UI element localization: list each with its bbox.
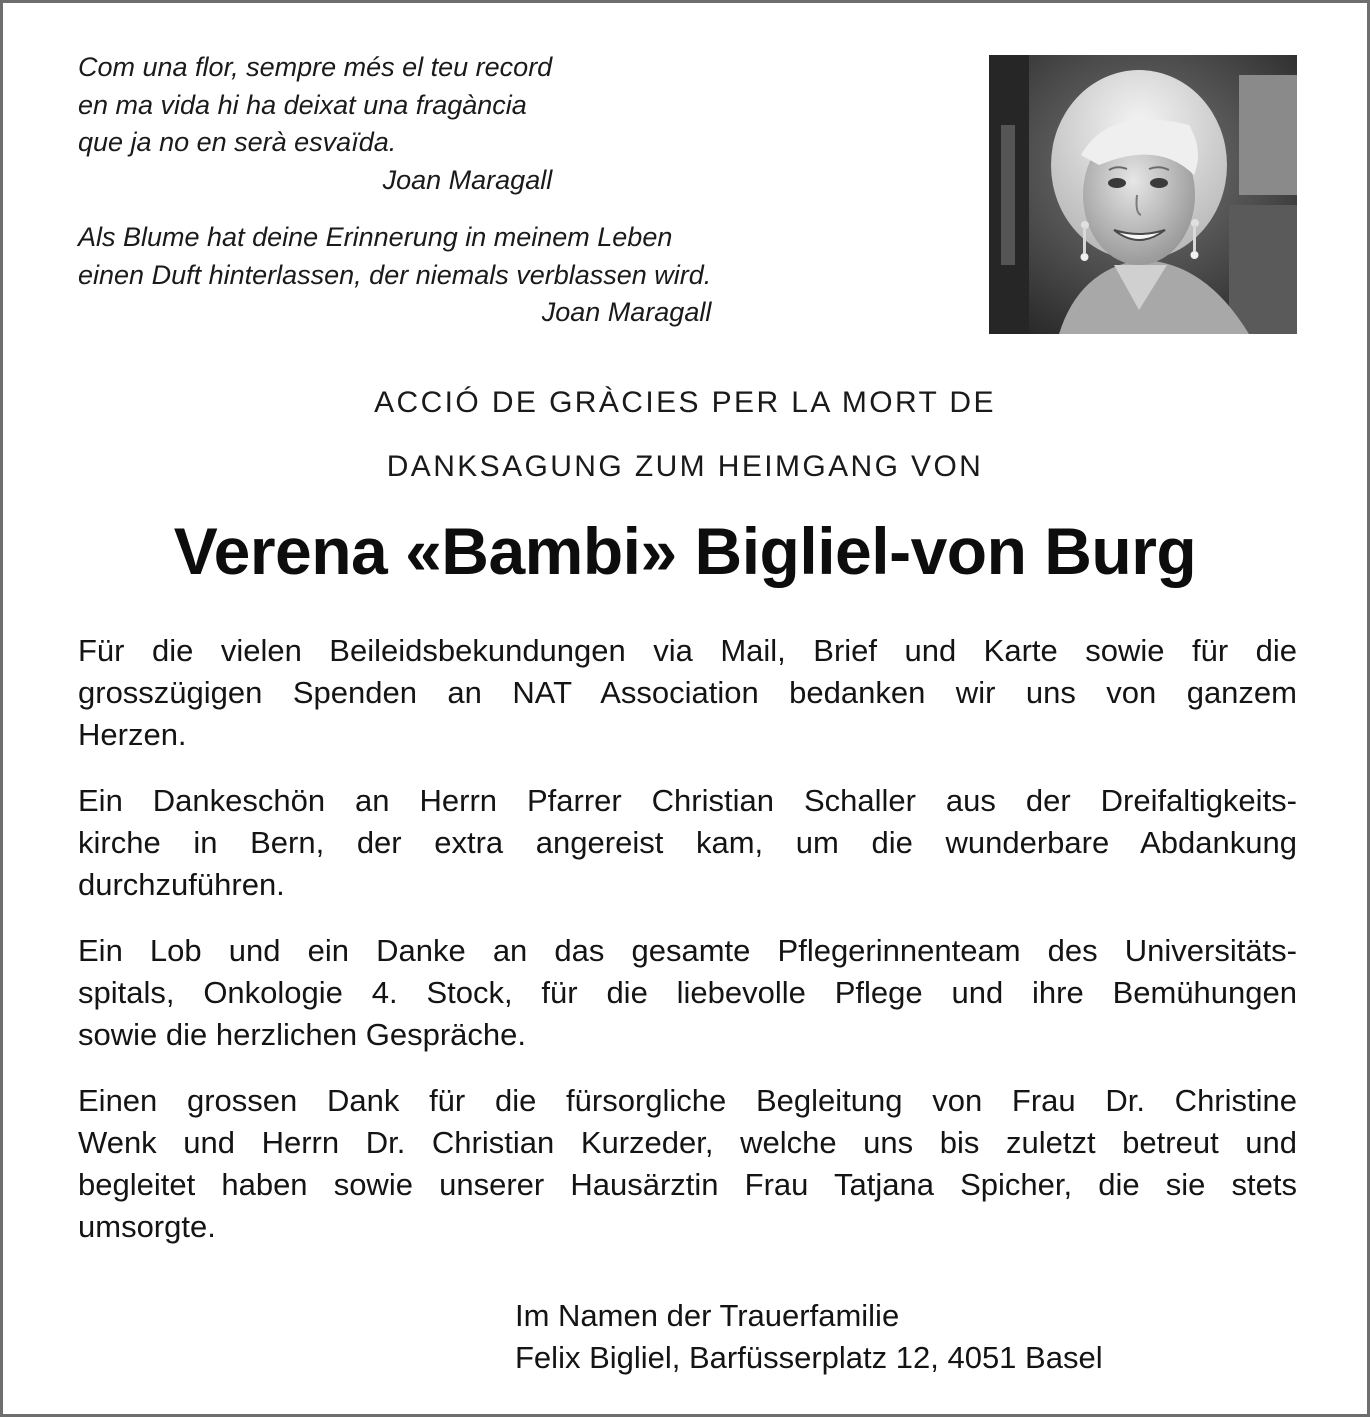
- paragraph-line: spitals, Onkologie 4. Stock, für die liebevolle Pflege und ihre Bemühungen: [78, 975, 1297, 1010]
- portrait-image: [989, 55, 1297, 334]
- signature-line: Im Namen der Trauerfamilie: [515, 1298, 900, 1333]
- quote-line: que ja no en serà esvaïda.: [78, 127, 397, 157]
- heading-catalan: ACCIÓ DE GRÀCIES PER LA MORT DE: [374, 386, 996, 419]
- paragraph-line: durchzuführen.: [78, 867, 285, 902]
- paragraph-line: Wenk und Herrn Dr. Christian Kurzeder, welche uns bis zuletzt betreut und: [78, 1125, 1297, 1160]
- paragraph-line: umsorgte.: [78, 1209, 216, 1244]
- portrait-photo: [989, 55, 1297, 334]
- paragraph-line: begleitet haben sowie unserer Hausärztin Frau Tatjana Spicher, die sie stets: [78, 1167, 1297, 1202]
- quote-line: einen Duft hinterlassen, der niemals verblassen wird.: [78, 259, 712, 290]
- thanks-text: [78, 630, 1297, 1272]
- quote-author: Joan Maragall: [541, 297, 712, 327]
- paragraph-line: Herzen.: [78, 717, 187, 752]
- quotes-block: [78, 49, 711, 332]
- quote-german: [78, 219, 711, 332]
- paragraph: [78, 630, 1297, 756]
- paragraph-line: Einen grossen Dank für die fürsorgliche Begleitung von Frau Dr. Christine: [78, 1083, 1297, 1118]
- paragraph: [78, 1080, 1297, 1248]
- paragraph-line: Ein Dankeschön an Herrn Pfarrer Christian Schaller aus der Dreifaltigkeits-: [78, 783, 1297, 818]
- paragraph-line: sowie die herzlichen Gespräche.: [78, 1017, 527, 1052]
- heading-german: DANKSAGUNG ZUM HEIMGANG VON: [386, 450, 984, 483]
- paragraph-line: Ein Lob und ein Danke an das gesamte Pflegerinnenteam des Universitäts-: [78, 933, 1297, 968]
- quote-author: Joan Maragall: [382, 164, 553, 195]
- quote-catalan: [78, 49, 552, 199]
- paragraph: [78, 930, 1297, 1056]
- paragraph-line: kirche in Bern, der extra angereist kam, um die wunderbare Abdankung: [78, 825, 1297, 860]
- paragraph-line: Für die vielen Beileidsbekundungen via Mail, Brief und Karte sowie für die: [78, 633, 1297, 668]
- signature-block: [515, 1295, 1103, 1379]
- quote-line: Com una flor, sempre més el teu record: [78, 52, 553, 82]
- deceased-name: Verena «Bambi» Bigliel-von Burg: [173, 514, 1197, 588]
- signature-address: Felix Bigliel, Barfüsserplatz 12, 4051 Basel: [515, 1340, 1103, 1375]
- paragraph-line: grosszügigen Spenden an NAT Association bedanken wir uns von ganzem: [78, 675, 1297, 710]
- quote-line: en ma vida hi ha deixat una fragància: [78, 89, 527, 120]
- quote-line: Als Blume hat deine Erinnerung in meinem Leben: [78, 222, 673, 252]
- paragraph: [78, 780, 1297, 906]
